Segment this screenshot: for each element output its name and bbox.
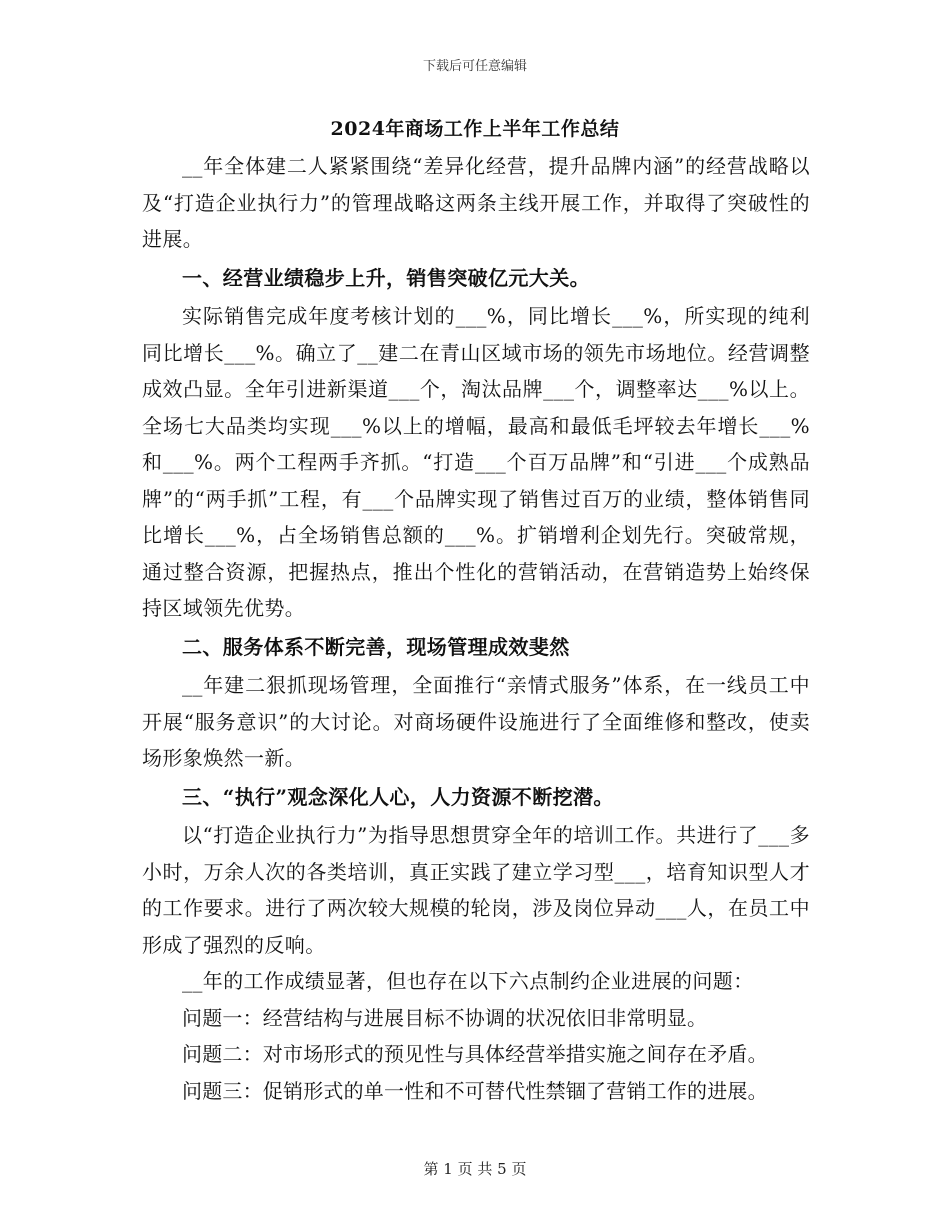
page-number: 第 1 页 共 5 页: [423, 1160, 527, 1178]
header-note: 下载后可任意编辑: [422, 59, 527, 74]
problem-3: 问题三：促销形式的单一性和不可替代性禁锢了营销工作的进展。: [182, 1078, 768, 1103]
document-title: 2024年商场工作上半年工作总结: [330, 118, 620, 140]
section-heading-3: 三、“执行”观念深化人心，人力资源不断挖潜。: [182, 784, 614, 809]
problem-1: 问题一：经营结构与进展目标不协调的状况依旧非常明显。: [182, 1005, 708, 1030]
section-2-paragraph: __年建二狠抓现场管理，全面推行“亲情式服务”体系，在一线员工中开展“服务意识”的大讨论。对商场硬件设施进行了全面维修和整改，使卖场形象焕然一新。: [142, 673, 810, 770]
intro-paragraph: __年全体建二人紧紧围绕“差异化经营，提升品牌内涵”的经营战略以及“打造企业执行力”的管理战略这两条主线开展工作，并取得了突破性的进展。: [142, 154, 810, 251]
section-heading-1: 一、经营业绩稳步上升，销售突破亿元大关。: [182, 265, 590, 290]
section-heading-2: 二、服务体系不断完善，现场管理成效斐然: [182, 634, 570, 659]
section-1-paragraph: 实际销售完成年度考核计划的___%，同比增长___%，所实现的纯利同比增长___%。确立了__建二在青山区域市场的领先市场地位。经营调整成效凸显。全年引进新渠道___个，淘汰品牌___个，调整率达___%以上。全场七大品类均实现___%以上的增幅，最高和最低毛坪较去年增长___%和___%。两个工程两手齐抓。“打造___个百万品牌”和“引进___个成熟品牌”的“两手抓”工程，有___个品牌实现了销售过百万的业绩，整体销售同比增长___%，占全场销售总额的___%。扩销增利企划先行。突破常规，通过整合资源，把握热点，推出个性化的营销活动，在营销造势上始终保持区域领先优势。: [142, 304, 810, 620]
section-3-paragraph: 以“打造企业执行力”为指导思想贯穿全年的培训工作。共进行了___多小时，万余人次的各类培训，真正实践了建立学习型___，培育知识型人才的工作要求。进行了两次较大规模的轮岗，涉及岗位异动___人，在员工中形成了强烈的反响。: [142, 823, 810, 957]
document-body: [142, 148, 810, 1109]
problems-intro: __年的工作成绩显著，但也存在以下六点制约企业进展的问题：: [182, 969, 754, 993]
problem-2: 问题二：对市场形式的预见性与具体经营举措实施之间存在矛盾。: [182, 1042, 768, 1066]
